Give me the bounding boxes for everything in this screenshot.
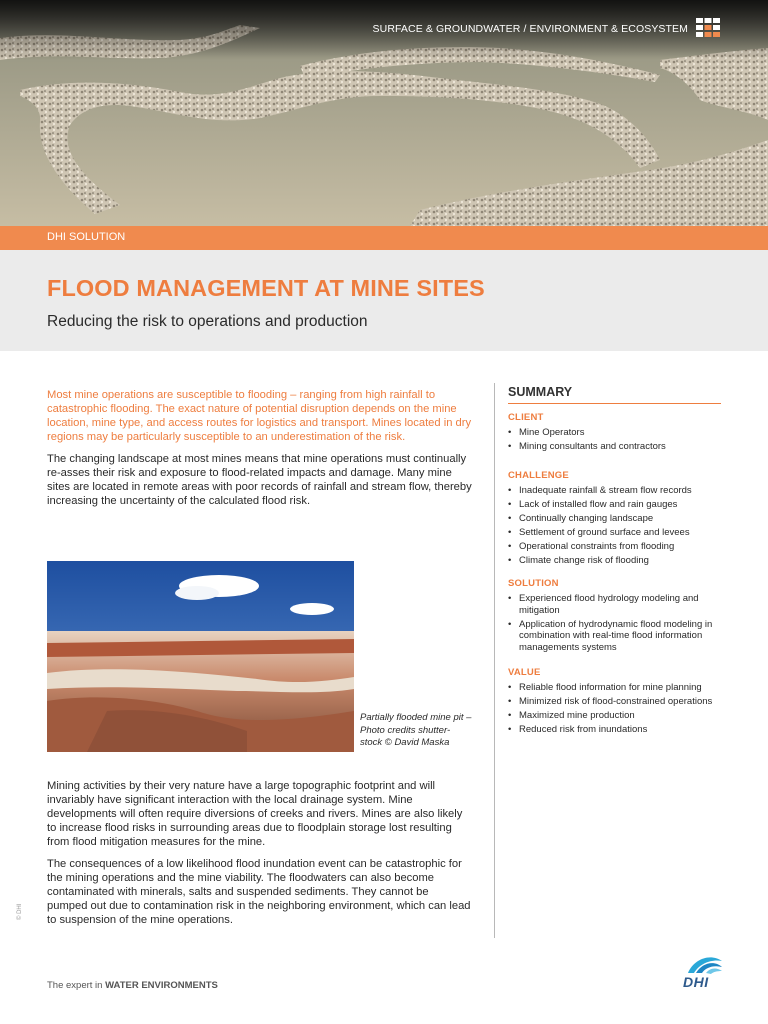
summary-client xyxy=(508,412,721,453)
body-column-top xyxy=(47,388,472,508)
list-item: • Reduced risk from inundations xyxy=(508,724,721,736)
list-item: • Minimized risk of flood-constrained operations xyxy=(508,696,721,708)
summary-panel xyxy=(508,385,721,738)
summary-title: SUMMARY xyxy=(508,385,721,404)
list-item: • Lack of installed flow and rain gauges xyxy=(508,499,721,511)
copyright-note: © DHI xyxy=(17,903,23,920)
footer-tagline xyxy=(47,980,218,991)
body-paragraph: The consequences of a low likelihood flood inundation event can be catastrophic for the mining operations and the mine viability. The floodwaters can also become contaminated with minerals, salts and suspended sediments. They cannot be pumped out due to contamination risk in the neighboring environment, which can lead to suspension of the mine operations. xyxy=(47,858,471,926)
summary-heading: CLIENT xyxy=(508,412,544,423)
page-subtitle: Reducing the risk to operations and production xyxy=(47,313,368,330)
category-label: SURFACE & GROUNDWATER / ENVIRONMENT & ECOSYSTEM xyxy=(372,23,688,35)
body-column-bottom xyxy=(47,779,472,927)
list-item: • Mining consultants and contractors xyxy=(508,441,721,453)
list-item: • Continually changing landscape xyxy=(508,513,721,525)
body-paragraph: Mining activities by their very nature have a large topographic footprint and will invariably have significant interaction with the local drainage system. Mine developments will often require diversions of creeks and rivers. Mines are also likely to increase flood risks in surrounding areas due to floodplain storage lost resulting from flood mitigation measures for the mine. xyxy=(47,780,463,848)
column-divider xyxy=(494,383,495,938)
list-item: • Application of hydrodynamic flood modeling in combination with real-time flood information managements systems xyxy=(508,619,721,654)
intro-paragraph: Most mine operations are susceptible to flooding – ranging from high rainfall to catastrophic flooding. The exact nature of potential disruption depends on the mine location, mine type, and access routes for logistics and transport. Mines located in dry regions may be particularly susceptible to an underestimation of the risk. xyxy=(47,389,472,443)
list-item: • Experienced flood hydrology modeling and mitigation xyxy=(508,593,721,616)
summary-solution xyxy=(508,578,721,653)
tagline-bold: WATER ENVIRONMENTS xyxy=(105,980,218,991)
list-item: • Operational constraints from flooding xyxy=(508,541,721,553)
body-paragraph: The changing landscape at most mines means that mine operations must continually re-asses their risk and exposure to flood-related impacts and damage. Many mine sites are located in remote areas with poor records of rainfall and stream flow, thereby increasing the uncertainty of the calculated flood risk. xyxy=(47,453,472,507)
hero-photo xyxy=(0,0,768,226)
list-item: • Climate change risk of flooding xyxy=(508,555,721,567)
summary-heading: CHALLENGE xyxy=(508,469,569,481)
dhi-logo-text: DHI xyxy=(683,974,709,990)
summary-heading: SOLUTION xyxy=(508,578,559,589)
tagline-prefix: The expert in xyxy=(47,980,103,991)
list-item: • Mine Operators xyxy=(508,427,721,439)
mine-pit-photo xyxy=(47,561,354,752)
list-item: • Reliable flood information for mine planning xyxy=(508,682,721,694)
summary-challenge xyxy=(508,470,721,567)
list-item: • Maximized mine production xyxy=(508,710,721,722)
mine-pit-image xyxy=(47,561,354,752)
title-area xyxy=(0,250,768,351)
summary-heading: VALUE xyxy=(508,667,541,678)
photo-caption: Partially flooded mine pit – Photo credits shutter-stock © David Maska xyxy=(360,712,472,748)
list-item: • Inadequate rainfall & stream flow records xyxy=(508,485,721,497)
band-label: DHI SOLUTION xyxy=(47,231,126,243)
list-item: • Settlement of ground surface and levees xyxy=(508,527,721,539)
page-title: FLOOD MANAGEMENT AT MINE SITES xyxy=(47,275,485,301)
solution-band xyxy=(0,226,768,250)
summary-value xyxy=(508,667,721,736)
grid-icon xyxy=(696,18,720,38)
